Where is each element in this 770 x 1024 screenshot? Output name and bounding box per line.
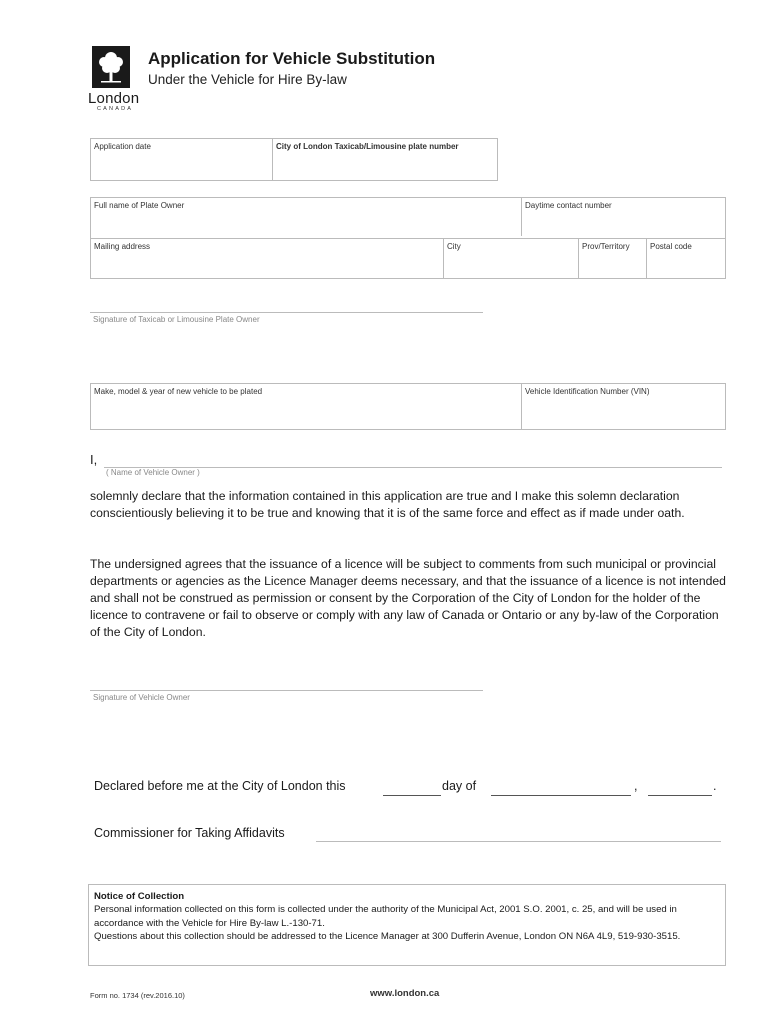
vehicle-owner-signature-line[interactable] (90, 690, 483, 691)
notice-of-collection-box (88, 884, 726, 966)
make-model-label: Make, model & year of new vehicle to be plated (94, 387, 263, 396)
page-subtitle: Under the Vehicle for Hire By-law (148, 72, 347, 87)
commissioner-signature-line[interactable] (316, 841, 721, 842)
day-blank[interactable] (383, 795, 441, 796)
mailing-address-field[interactable] (91, 251, 441, 278)
declared-before-text: Declared before me at the City of London this (94, 779, 346, 793)
daytime-contact-label: Daytime contact number (525, 201, 612, 210)
vehicle-owner-name-hint: ( Name of Vehicle Owner ) (106, 468, 200, 477)
notice-authority-text: Personal information collected on this form is collected under the authority of the Municipal Act, 2001 S.O. 2001, c. 25, and will be used in accordance with the Vehicle for Hire By-law L.-130-71. (94, 904, 677, 929)
period-text: . (713, 779, 717, 793)
prov-label: Prov/Territory (582, 242, 630, 251)
plate-number-label: City of London Taxicab/Limousine plate number (276, 142, 459, 151)
notice-questions-text: Questions about this collection should be addressed to the Licence Manager at 300 Dufferin Avenue, London ON N6A 4L9, 519-930-3515. (94, 931, 681, 943)
daytime-contact-field[interactable] (522, 210, 725, 236)
declaration-paragraph: solemnly declare that the information contained in this application are true and I make this solemn declaration conscientiously believing it to be true and knowing that it is of the same force and effect as if made under oath. (90, 489, 685, 520)
page-title: Application for Vehicle Substitution (148, 49, 436, 68)
plate-owner-signature-line[interactable] (90, 312, 483, 313)
city-tree-logo (92, 46, 130, 88)
prov-field[interactable] (579, 251, 645, 278)
make-model-field[interactable] (91, 396, 519, 429)
day-of-text: day of (442, 779, 477, 793)
commissioner-label: Commissioner for Taking Affidavits (94, 826, 285, 840)
full-name-field[interactable] (91, 210, 519, 236)
vin-field[interactable] (522, 396, 725, 429)
year-blank[interactable] (648, 795, 712, 796)
vehicle-owner-signature-label: Signature of Vehicle Owner (93, 693, 190, 702)
full-name-label: Full name of Plate Owner (94, 201, 185, 210)
website-link[interactable]: www.london.ca (370, 988, 440, 999)
logo-wordmark: London (88, 90, 140, 107)
month-blank[interactable] (491, 795, 631, 796)
undersigned-agreement-paragraph: The undersigned agrees that the issuance of a licence will be subject to comments from such municipal or provincial departments or agencies as the Licence Manager deems necessary, and that the issuance of a licence is not intended and shall not be construed as permission or consent by the Corporation of the City of London for the holder of the licence to contravene or fail to observe or comply with any law of Canada or Ontario or any by-law of the Corporation of the City of London. (90, 557, 726, 639)
mailing-address-label: Mailing address (94, 242, 151, 251)
postal-code-label: Postal code (650, 242, 692, 251)
plate-owner-signature-label: Signature of Taxicab or Limousine Plate Owner (93, 315, 260, 324)
postal-code-field[interactable] (647, 251, 725, 278)
declaration-i: I, (90, 452, 98, 467)
notice-heading: Notice of Collection (94, 891, 185, 902)
vin-label: Vehicle Identification Number (VIN) (525, 387, 650, 396)
logo-subtext: CANADA (97, 106, 134, 112)
city-field[interactable] (444, 251, 577, 278)
application-date-label: Application date (94, 142, 151, 151)
plate-number-field[interactable] (273, 150, 497, 180)
application-date-field[interactable] (91, 150, 270, 180)
form-number: Form no. 1734 (rev.2016.10) (90, 991, 185, 1000)
comma-text: , (634, 779, 638, 793)
city-label: City (447, 242, 461, 251)
